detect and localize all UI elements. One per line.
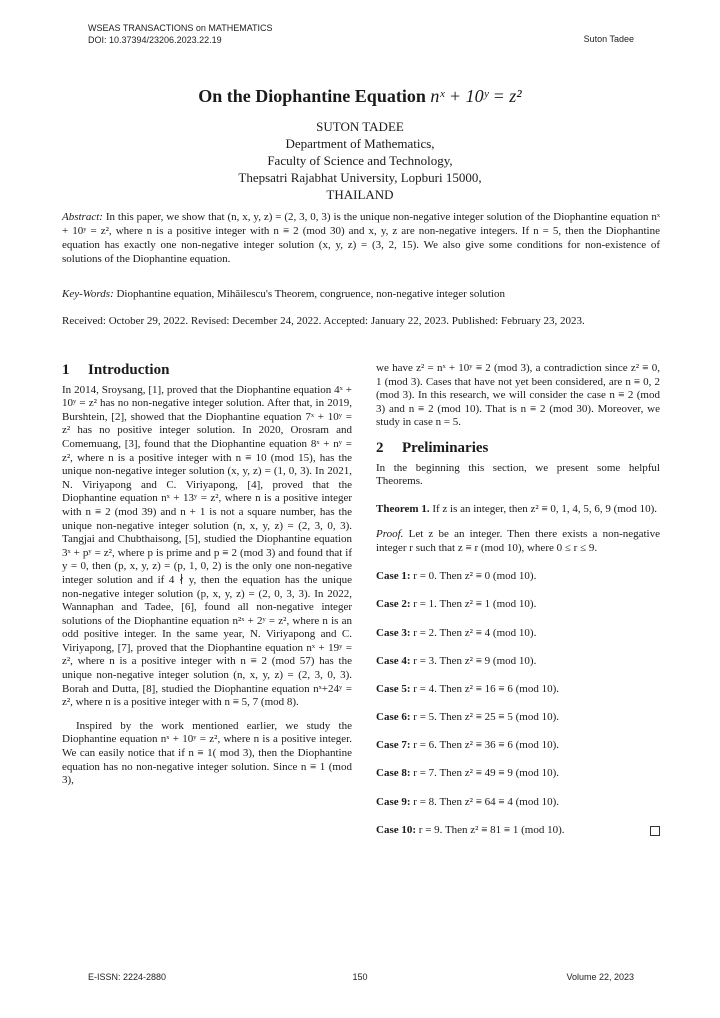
- paragraph: In 2014, Sroysang, [1], proved that the Diophantine equation 4ˣ + 10ʸ = z² has no non-negative integer solution. After that, in 2019, Burshtein, [2], showed that the Diophantine equation 7ˣ + 10ʸ = z² has no positive integer solution. In 2020, Orosram and Comemuang, [3], found that the Diophantine equation 8ˣ + nʸ = z², where n is a positive integer with n ≡ 10 (mod 15), has the unique non-negative integer solution (x, y, z) = (1, 0, 3). In 2021, N. Viriyapong and C. Viriyapong, [4], proved that the Diophantine equation nˣ + 13ʸ = z², where n is a positive integer with n ≡ 2 (mod 39) and n + 1 is not a square number, has the unique non-negative integer solution (n, x, y, z) = (2, 3, 0, 3). Tangjai and Chubthaisong, [5], studied the Diophantine equation 3ˣ + pʸ = z², where p is prime and p ≡ 2 (mod 3) and found that if y = 0, then (p, x, y, z) = (p, 1, 0, 2) is the only one non-negative integer solution and if 4 ∤ y, then the equation has the unique non-negative integer solution (p, x, y, z) = (2, 0, 3, 3). In 2022, Wannaphan and Tadee, [6], found all non-negative integer solutions of the Diophantine equation n²ˣ + 2ʸ = z², where n is an odd positive integer. In the same year, N. Viriyapong and C. Viriyapong, [7], proved that the Diophantine equation nˣ + 19ʸ = z², where n is a positive integer with n ≡ 2 (mod 57) has the unique non-negative integer solution (n, x, y, z) = (2, 3, 0, 3). Borah and Dutta, [8], studied the Diophantine equation nˣ+24ʸ = z², where n is a positive integer with n ≡ 5, 7 (mod 8).: [62, 383, 352, 709]
- case-text: r = 6. Then z² ≡ 36 ≡ 6 (mod 10).: [413, 739, 560, 752]
- case-label: Case 9:: [376, 795, 411, 808]
- footer-eissn: E-ISSN: 2224-2880: [88, 972, 167, 982]
- paragraph: we have z² = nˣ + 10ʸ ≡ 2 (mod 3), a contradiction since z² ≡ 0, 1 (mod 3). Cases that have not yet been considered, are n ≡ 0, 2 (mod 3). In this research, we will consider the case n ≡ 2 (mod 3) and n ≡ 2 (mod 10). That is n ≡ 2 (mod 30). Moreover, we study in case n = 5.: [376, 362, 660, 429]
- journal-name: WSEAS TRANSACTIONS on MATHEMATICS: [88, 23, 273, 33]
- section-heading: [62, 364, 352, 378]
- case-text: r = 4. Then z² ≡ 16 ≡ 6 (mod 10).: [413, 682, 560, 695]
- proof-label: Proof.: [376, 528, 404, 541]
- case: [376, 796, 660, 810]
- section-number: 2: [376, 439, 384, 456]
- keywords-label: Key-Words:: [62, 288, 114, 300]
- case-label: Case 4:: [376, 654, 411, 667]
- case-text: r = 2. Then z² ≡ 4 (mod 10).: [413, 626, 537, 639]
- paper-title: [60, 86, 660, 107]
- right-column: [376, 362, 660, 837]
- section-number: 1: [62, 362, 70, 378]
- author-name: SUTON TADEE: [316, 119, 404, 134]
- case-label: Case 3:: [376, 626, 411, 639]
- affiliation-line: Faculty of Science and Technology,: [267, 153, 453, 168]
- theorem-label: Theorem 1.: [376, 502, 430, 515]
- doi: DOI: 10.37394/23206.2023.22.19: [88, 35, 222, 45]
- case-label: Case 6:: [376, 711, 411, 724]
- case: [376, 767, 660, 781]
- case-text: r = 7. Then z² ≡ 49 ≡ 9 (mod 10).: [413, 767, 560, 780]
- case-label: Case 8:: [376, 767, 411, 780]
- case-text: r = 0. Then z² ≡ 0 (mod 10).: [413, 570, 537, 583]
- case-text: r = 8. Then z² ≡ 64 ≡ 4 (mod 10).: [413, 795, 560, 808]
- title-equation: nˣ + 10ʸ = z²: [430, 86, 522, 106]
- author-block: [60, 118, 660, 203]
- case-label: Case 1:: [376, 570, 411, 583]
- case-text: r = 3. Then z² ≡ 9 (mod 10).: [413, 654, 537, 667]
- running-header: [88, 22, 273, 46]
- case-label: Case 5:: [376, 682, 411, 695]
- abstract-text: In this paper, we show that (n, x, y, z) = (2, 3, 0, 3) is the unique non-negative integer solution of the Diophantine equation nˣ + 10ʸ = z², where n is a positive integer with n ≡ 2 (mod 30) and x, y, z are non-negative integers. If n = 5, then the Diophantine equation has exactly one non-negative integer solution (x, y, z) = (3, 2, 15). We also give some conditions for non-existence of solutions of the Diophantine equation.: [62, 211, 660, 265]
- case-label: Case 10:: [376, 823, 417, 836]
- page-number: 150: [352, 972, 368, 982]
- abstract-label: Abstract:: [62, 211, 103, 223]
- proof-text: Let z be an integer. Then there exists a non-negative integer r such that z ≡ r (mod 10), where 0 ≤ r ≤ 9.: [376, 528, 660, 554]
- qed-square-icon: [650, 826, 660, 836]
- case-label: Case 2:: [376, 598, 411, 611]
- abstract: [62, 210, 660, 266]
- section-heading: [376, 439, 660, 456]
- case: [376, 711, 660, 725]
- left-column: [62, 364, 352, 788]
- received-dates: Received: October 29, 2022. Revised: December 24, 2022. Accepted: January 22, 2023. Published: February 23, 2023.: [62, 315, 585, 327]
- case: [376, 655, 660, 669]
- case-text: r = 9. Then z² ≡ 81 ≡ 1 (mod 10).: [418, 823, 565, 836]
- paragraph: Inspired by the work mentioned earlier, we study the Diophantine equation nˣ + 10ʸ = z², where n is a positive integer. We can easily notice that if n ≡ 1( mod 3), then the Diophantine equation has no non-negative integer solution. Since n ≡ 1 (mod 3),: [62, 719, 352, 787]
- case: [376, 739, 660, 753]
- case-text: r = 5. Then z² ≡ 25 ≡ 5 (mod 10).: [413, 711, 560, 724]
- theorem: [376, 503, 660, 517]
- affiliation-line: Department of Mathematics,: [285, 136, 435, 151]
- section-title: Preliminaries: [402, 439, 489, 456]
- case-text: r = 1. Then z² ≡ 1 (mod 10).: [413, 598, 537, 611]
- section-title: Introduction: [88, 362, 170, 378]
- affiliation-line: THAILAND: [326, 187, 394, 202]
- case: [376, 598, 660, 612]
- theorem-text: If z is an integer, then z² ≡ 0, 1, 4, 5, 6, 9 (mod 10).: [432, 502, 658, 515]
- keywords-text: Diophantine equation, Mihăilescu's Theorem, congruence, non-negative integer solution: [116, 288, 505, 300]
- keywords: [62, 287, 660, 301]
- affiliation-line: Thepsatri Rajabhat University, Lopburi 15000,: [238, 170, 482, 185]
- case: [376, 683, 660, 697]
- header-author: Suton Tadee: [583, 34, 634, 44]
- case: [376, 570, 660, 584]
- proof: [376, 528, 660, 555]
- paragraph: In the beginning this section, we present some helpful Theorems.: [376, 461, 660, 488]
- title-text: On the Diophantine Equation: [198, 86, 426, 106]
- footer-volume: Volume 22, 2023: [566, 972, 634, 982]
- case-label: Case 7:: [376, 739, 411, 752]
- case: [376, 627, 660, 641]
- case: [376, 824, 660, 838]
